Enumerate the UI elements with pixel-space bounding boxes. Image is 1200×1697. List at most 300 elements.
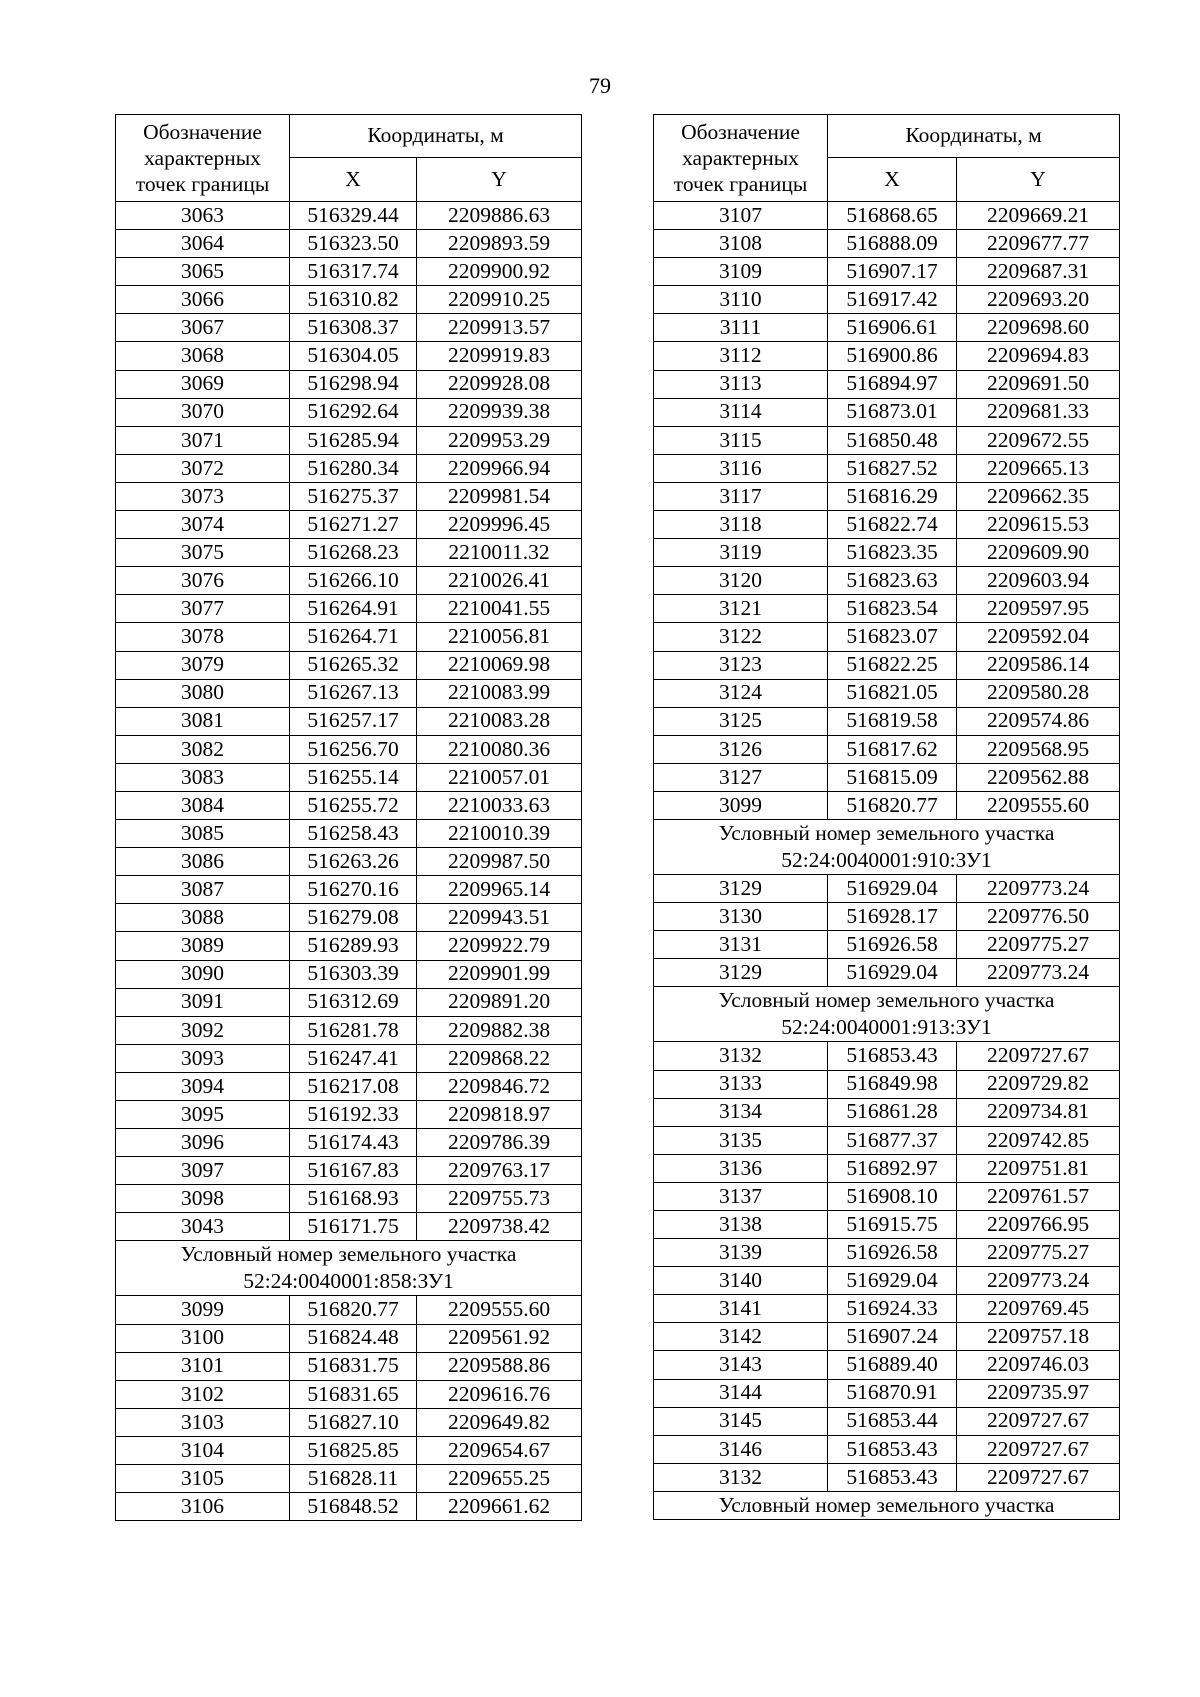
x-coordinate-cell: 516167.83 [290, 1157, 417, 1185]
x-coordinate-cell: 516849.98 [828, 1070, 957, 1098]
table-row [116, 370, 582, 398]
x-coordinate-cell: 516853.44 [828, 1407, 957, 1435]
point-id-cell: 3104 [116, 1436, 290, 1464]
x-coordinate-cell: 516907.17 [828, 258, 957, 286]
table-row [654, 1351, 1120, 1379]
x-coordinate-cell: 516917.42 [828, 286, 957, 314]
x-coordinate-cell: 516926.58 [828, 931, 957, 959]
point-id-cell: 3121 [654, 595, 828, 623]
x-coordinate-cell: 516822.74 [828, 511, 957, 539]
point-id-cell: 3077 [116, 595, 290, 623]
table-row [116, 1016, 582, 1044]
table-row [654, 511, 1120, 539]
table-row [654, 202, 1120, 230]
point-id-cell: 3110 [654, 286, 828, 314]
y-coordinate-cell: 2209742.85 [957, 1126, 1120, 1154]
header-y: Y [417, 157, 582, 201]
x-coordinate-cell: 516827.52 [828, 454, 957, 482]
y-coordinate-cell: 2210010.39 [417, 820, 582, 848]
y-coordinate-cell: 2209939.38 [417, 398, 582, 426]
x-coordinate-cell: 516258.43 [290, 820, 417, 848]
table-body-right [654, 202, 1120, 1520]
y-coordinate-cell: 2209661.62 [417, 1493, 582, 1521]
x-coordinate-cell: 516247.41 [290, 1044, 417, 1072]
table-row [654, 370, 1120, 398]
y-coordinate-cell: 2209928.08 [417, 370, 582, 398]
y-coordinate-cell: 2210056.81 [417, 623, 582, 651]
y-coordinate-cell: 2209775.27 [957, 1239, 1120, 1267]
y-coordinate-cell: 2209755.73 [417, 1185, 582, 1213]
x-coordinate-cell: 516850.48 [828, 426, 957, 454]
y-coordinate-cell: 2209773.24 [957, 1267, 1120, 1295]
table-row [116, 1380, 582, 1408]
table-row [654, 1295, 1120, 1323]
point-id-cell: 3118 [654, 511, 828, 539]
header-x: X [828, 157, 957, 201]
y-coordinate-cell: 2209735.97 [957, 1379, 1120, 1407]
y-coordinate-cell: 2209586.14 [957, 651, 1120, 679]
section-row [116, 1241, 582, 1296]
y-coordinate-cell: 2209609.90 [957, 539, 1120, 567]
x-coordinate-cell: 516292.64 [290, 398, 417, 426]
point-id-cell: 3043 [116, 1213, 290, 1241]
y-coordinate-cell: 2209655.25 [417, 1465, 582, 1493]
y-coordinate-cell: 2209966.94 [417, 454, 582, 482]
y-coordinate-cell: 2209953.29 [417, 426, 582, 454]
y-coordinate-cell: 2209757.18 [957, 1323, 1120, 1351]
section-title-line: 52:24:0040001:910:ЗУ1 [781, 848, 992, 873]
point-id-cell: 3101 [116, 1352, 290, 1380]
table-row [116, 1129, 582, 1157]
y-coordinate-cell: 2209763.17 [417, 1157, 582, 1185]
x-coordinate-cell: 516929.04 [828, 1267, 957, 1295]
x-coordinate-cell: 516323.50 [290, 230, 417, 258]
x-coordinate-cell: 516266.10 [290, 567, 417, 595]
table-row [116, 1072, 582, 1100]
point-id-cell: 3113 [654, 370, 828, 398]
x-coordinate-cell: 516256.70 [290, 735, 417, 763]
x-coordinate-cell: 516892.97 [828, 1154, 957, 1182]
x-coordinate-cell: 516823.63 [828, 567, 957, 595]
section-title-line: 52:24:0040001:913:ЗУ1 [781, 1015, 992, 1040]
point-id-cell: 3109 [654, 258, 828, 286]
x-coordinate-cell: 516820.77 [290, 1296, 417, 1324]
y-coordinate-cell: 2209965.14 [417, 876, 582, 904]
section-row [654, 1491, 1120, 1519]
y-coordinate-cell: 2209786.39 [417, 1129, 582, 1157]
point-id-cell: 3087 [116, 876, 290, 904]
point-id-cell: 3126 [654, 735, 828, 763]
y-coordinate-cell: 2209729.82 [957, 1070, 1120, 1098]
y-coordinate-cell: 2209775.27 [957, 931, 1120, 959]
table-row [654, 1042, 1120, 1070]
section-title-line: Условный номер земельного участка [180, 1242, 517, 1267]
x-coordinate-cell: 516907.24 [828, 1323, 957, 1351]
point-id-cell: 3086 [116, 848, 290, 876]
point-id-cell: 3112 [654, 342, 828, 370]
x-coordinate-cell: 516255.14 [290, 763, 417, 791]
x-coordinate-cell: 516853.43 [828, 1463, 957, 1491]
x-coordinate-cell: 516174.43 [290, 1129, 417, 1157]
header-y: Y [957, 157, 1120, 201]
x-coordinate-cell: 516822.25 [828, 651, 957, 679]
y-coordinate-cell: 2209580.28 [957, 679, 1120, 707]
point-id-cell: 3093 [116, 1044, 290, 1072]
y-coordinate-cell: 2210026.41 [417, 567, 582, 595]
x-coordinate-cell: 516924.33 [828, 1295, 957, 1323]
y-coordinate-cell: 2209672.55 [957, 426, 1120, 454]
x-coordinate-cell: 516825.85 [290, 1436, 417, 1464]
x-coordinate-cell: 516192.33 [290, 1101, 417, 1129]
point-id-cell: 3088 [116, 904, 290, 932]
table-row [116, 735, 582, 763]
point-id-cell: 3129 [654, 959, 828, 987]
header-label-line: точек границы [673, 172, 808, 196]
table-row [654, 1435, 1120, 1463]
point-id-cell: 3106 [116, 1493, 290, 1521]
y-coordinate-cell: 2209649.82 [417, 1408, 582, 1436]
point-id-cell: 3142 [654, 1323, 828, 1351]
point-id-cell: 3066 [116, 286, 290, 314]
table-row [116, 342, 582, 370]
section-title [116, 1241, 582, 1296]
x-coordinate-cell: 516848.52 [290, 1493, 417, 1521]
x-coordinate-cell: 516853.43 [828, 1435, 957, 1463]
point-id-cell: 3129 [654, 875, 828, 903]
table-row [116, 651, 582, 679]
table-row [116, 398, 582, 426]
y-coordinate-cell: 2209727.67 [957, 1435, 1120, 1463]
table-row [654, 286, 1120, 314]
x-coordinate-cell: 516264.91 [290, 595, 417, 623]
x-coordinate-cell: 516888.09 [828, 230, 957, 258]
table-row [654, 931, 1120, 959]
x-coordinate-cell: 516908.10 [828, 1182, 957, 1210]
y-coordinate-cell: 2209882.38 [417, 1016, 582, 1044]
table-row [654, 595, 1120, 623]
point-id-cell: 3095 [116, 1101, 290, 1129]
x-coordinate-cell: 516894.97 [828, 370, 957, 398]
table-row [654, 1154, 1120, 1182]
point-id-cell: 3083 [116, 763, 290, 791]
section-row [654, 820, 1120, 875]
point-id-cell: 3117 [654, 482, 828, 510]
y-coordinate-cell: 2209727.67 [957, 1042, 1120, 1070]
table-row [654, 567, 1120, 595]
x-coordinate-cell: 516889.40 [828, 1351, 957, 1379]
table-row [116, 202, 582, 230]
x-coordinate-cell: 516279.08 [290, 904, 417, 932]
x-coordinate-cell: 516267.13 [290, 679, 417, 707]
point-id-cell: 3072 [116, 454, 290, 482]
table-row [116, 230, 582, 258]
x-coordinate-cell: 516310.82 [290, 286, 417, 314]
x-coordinate-cell: 516831.75 [290, 1352, 417, 1380]
point-id-cell: 3107 [654, 202, 828, 230]
y-coordinate-cell: 2209751.81 [957, 1154, 1120, 1182]
point-id-cell: 3116 [654, 454, 828, 482]
point-id-cell: 3071 [116, 426, 290, 454]
table-row [654, 1126, 1120, 1154]
y-coordinate-cell: 2210083.28 [417, 707, 582, 735]
table-row [116, 482, 582, 510]
table-row [654, 735, 1120, 763]
coordinates-table-right [653, 114, 1120, 1520]
table-row [654, 1407, 1120, 1435]
table-row [654, 1182, 1120, 1210]
x-coordinate-cell: 516168.93 [290, 1185, 417, 1213]
header-point-label [654, 115, 828, 202]
coordinates-table-left [115, 114, 582, 1521]
point-id-cell: 3144 [654, 1379, 828, 1407]
y-coordinate-cell: 2209900.92 [417, 258, 582, 286]
x-coordinate-cell: 516929.04 [828, 875, 957, 903]
point-id-cell: 3097 [116, 1157, 290, 1185]
table-row [116, 1408, 582, 1436]
x-coordinate-cell: 516900.86 [828, 342, 957, 370]
y-coordinate-cell: 2209727.67 [957, 1463, 1120, 1491]
y-coordinate-cell: 2209592.04 [957, 623, 1120, 651]
x-coordinate-cell: 516298.94 [290, 370, 417, 398]
table-row [654, 258, 1120, 286]
table-row [116, 679, 582, 707]
y-coordinate-cell: 2209698.60 [957, 314, 1120, 342]
point-id-cell: 3122 [654, 623, 828, 651]
x-coordinate-cell: 516823.07 [828, 623, 957, 651]
table-row [116, 1465, 582, 1493]
table-row [654, 342, 1120, 370]
point-id-cell: 3125 [654, 707, 828, 735]
x-coordinate-cell: 516275.37 [290, 482, 417, 510]
point-id-cell: 3143 [654, 1351, 828, 1379]
table-row [654, 482, 1120, 510]
point-id-cell: 3145 [654, 1407, 828, 1435]
point-id-cell: 3123 [654, 651, 828, 679]
table-row [654, 707, 1120, 735]
table-row [654, 1211, 1120, 1239]
point-id-cell: 3124 [654, 679, 828, 707]
point-id-cell: 3076 [116, 567, 290, 595]
table-row [116, 876, 582, 904]
table-row [116, 539, 582, 567]
table-row [116, 1157, 582, 1185]
y-coordinate-cell: 2209562.88 [957, 763, 1120, 791]
header-coordinates: Координаты, м [828, 115, 1120, 158]
x-coordinate-cell: 516281.78 [290, 1016, 417, 1044]
y-coordinate-cell: 2209773.24 [957, 959, 1120, 987]
table-row [116, 1436, 582, 1464]
point-id-cell: 3068 [116, 342, 290, 370]
x-coordinate-cell: 516304.05 [290, 342, 417, 370]
header-label-line: Обозначение [681, 120, 800, 144]
table-row [116, 904, 582, 932]
table-row [116, 1044, 582, 1072]
y-coordinate-cell: 2209846.72 [417, 1072, 582, 1100]
y-coordinate-cell: 2209776.50 [957, 903, 1120, 931]
x-coordinate-cell: 516280.34 [290, 454, 417, 482]
table-row [116, 1493, 582, 1521]
y-coordinate-cell: 2209694.83 [957, 342, 1120, 370]
x-coordinate-cell: 516853.43 [828, 1042, 957, 1070]
y-coordinate-cell: 2209981.54 [417, 482, 582, 510]
point-id-cell: 3127 [654, 763, 828, 791]
point-id-cell: 3099 [654, 791, 828, 819]
table-row [654, 679, 1120, 707]
table-row [116, 1101, 582, 1129]
section-title [654, 1491, 1120, 1519]
point-id-cell: 3091 [116, 988, 290, 1016]
table-row [654, 1379, 1120, 1407]
x-coordinate-cell: 516289.93 [290, 932, 417, 960]
x-coordinate-cell: 516263.26 [290, 848, 417, 876]
x-coordinate-cell: 516255.72 [290, 791, 417, 819]
y-coordinate-cell: 2209769.45 [957, 1295, 1120, 1323]
table-row [116, 314, 582, 342]
y-coordinate-cell: 2209734.81 [957, 1098, 1120, 1126]
y-coordinate-cell: 2209910.25 [417, 286, 582, 314]
table-row [116, 848, 582, 876]
header-label-line: Обозначение [143, 120, 262, 144]
y-coordinate-cell: 2209818.97 [417, 1101, 582, 1129]
point-id-cell: 3099 [116, 1296, 290, 1324]
table-row [654, 426, 1120, 454]
y-coordinate-cell: 2209738.42 [417, 1213, 582, 1241]
table-row [654, 1098, 1120, 1126]
x-coordinate-cell: 516819.58 [828, 707, 957, 735]
table-row [116, 1352, 582, 1380]
table-row [116, 426, 582, 454]
y-coordinate-cell: 2209588.86 [417, 1352, 582, 1380]
point-id-cell: 3065 [116, 258, 290, 286]
point-id-cell: 3098 [116, 1185, 290, 1213]
table-row [654, 875, 1120, 903]
table-row [654, 1239, 1120, 1267]
table-row [116, 932, 582, 960]
table-row [654, 230, 1120, 258]
x-coordinate-cell: 516870.91 [828, 1379, 957, 1407]
point-id-cell: 3084 [116, 791, 290, 819]
x-coordinate-cell: 516816.29 [828, 482, 957, 510]
table-row [654, 454, 1120, 482]
point-id-cell: 3079 [116, 651, 290, 679]
point-id-cell: 3074 [116, 511, 290, 539]
table-row [654, 398, 1120, 426]
point-id-cell: 3111 [654, 314, 828, 342]
point-id-cell: 3130 [654, 903, 828, 931]
point-id-cell: 3089 [116, 932, 290, 960]
point-id-cell: 3069 [116, 370, 290, 398]
y-coordinate-cell: 2209901.99 [417, 960, 582, 988]
section-title-line: Условный номер земельного участка [718, 1492, 1055, 1517]
table-row [116, 1296, 582, 1324]
point-id-cell: 3114 [654, 398, 828, 426]
header-label-line: характерных [144, 146, 261, 170]
point-id-cell: 3063 [116, 202, 290, 230]
y-coordinate-cell: 2209886.63 [417, 202, 582, 230]
table-row [654, 314, 1120, 342]
table-row [654, 903, 1120, 931]
table-row [654, 539, 1120, 567]
point-id-cell: 3085 [116, 820, 290, 848]
table-row [116, 707, 582, 735]
y-coordinate-cell: 2209603.94 [957, 567, 1120, 595]
y-coordinate-cell: 2209891.20 [417, 988, 582, 1016]
point-id-cell: 3082 [116, 735, 290, 763]
table-row [116, 258, 582, 286]
table-row [654, 791, 1120, 819]
x-coordinate-cell: 516827.10 [290, 1408, 417, 1436]
y-coordinate-cell: 2209568.95 [957, 735, 1120, 763]
x-coordinate-cell: 516820.77 [828, 791, 957, 819]
x-coordinate-cell: 516824.48 [290, 1324, 417, 1352]
y-coordinate-cell: 2209987.50 [417, 848, 582, 876]
point-id-cell: 3138 [654, 1211, 828, 1239]
y-coordinate-cell: 2209727.67 [957, 1407, 1120, 1435]
y-coordinate-cell: 2209555.60 [957, 791, 1120, 819]
y-coordinate-cell: 2209766.95 [957, 1211, 1120, 1239]
y-coordinate-cell: 2210011.32 [417, 539, 582, 567]
x-coordinate-cell: 516828.11 [290, 1465, 417, 1493]
y-coordinate-cell: 2209597.95 [957, 595, 1120, 623]
y-coordinate-cell: 2209561.92 [417, 1324, 582, 1352]
section-title [654, 820, 1120, 875]
table-row [654, 1267, 1120, 1295]
x-coordinate-cell: 516873.01 [828, 398, 957, 426]
point-id-cell: 3094 [116, 1072, 290, 1100]
point-id-cell: 3137 [654, 1182, 828, 1210]
y-coordinate-cell: 2209922.79 [417, 932, 582, 960]
y-coordinate-cell: 2209746.03 [957, 1351, 1120, 1379]
x-coordinate-cell: 516265.32 [290, 651, 417, 679]
x-coordinate-cell: 516217.08 [290, 1072, 417, 1100]
y-coordinate-cell: 2209662.35 [957, 482, 1120, 510]
x-coordinate-cell: 516915.75 [828, 1211, 957, 1239]
page-number: 79 [589, 73, 611, 98]
point-id-cell: 3115 [654, 426, 828, 454]
y-coordinate-cell: 2209654.67 [417, 1436, 582, 1464]
header-label-line: точек границы [135, 172, 270, 196]
y-coordinate-cell: 2209913.57 [417, 314, 582, 342]
table-row [654, 1323, 1120, 1351]
x-coordinate-cell: 516329.44 [290, 202, 417, 230]
x-coordinate-cell: 516926.58 [828, 1239, 957, 1267]
point-id-cell: 3105 [116, 1465, 290, 1493]
y-coordinate-cell: 2209681.33 [957, 398, 1120, 426]
table-row [116, 595, 582, 623]
table-row [116, 960, 582, 988]
table-row [116, 567, 582, 595]
header-x: X [290, 157, 417, 201]
point-id-cell: 3102 [116, 1380, 290, 1408]
x-coordinate-cell: 516815.09 [828, 763, 957, 791]
table-row [116, 623, 582, 651]
y-coordinate-cell: 2209996.45 [417, 511, 582, 539]
y-coordinate-cell: 2210083.99 [417, 679, 582, 707]
point-id-cell: 3140 [654, 1267, 828, 1295]
point-id-cell: 3103 [116, 1408, 290, 1436]
y-coordinate-cell: 2210080.36 [417, 735, 582, 763]
x-coordinate-cell: 516817.62 [828, 735, 957, 763]
y-coordinate-cell: 2209615.53 [957, 511, 1120, 539]
y-coordinate-cell: 2209555.60 [417, 1296, 582, 1324]
y-coordinate-cell: 2210057.01 [417, 763, 582, 791]
table-row [116, 763, 582, 791]
point-id-cell: 3064 [116, 230, 290, 258]
y-coordinate-cell: 2209616.76 [417, 1380, 582, 1408]
x-coordinate-cell: 516868.65 [828, 202, 957, 230]
point-id-cell: 3078 [116, 623, 290, 651]
y-coordinate-cell: 2209893.59 [417, 230, 582, 258]
